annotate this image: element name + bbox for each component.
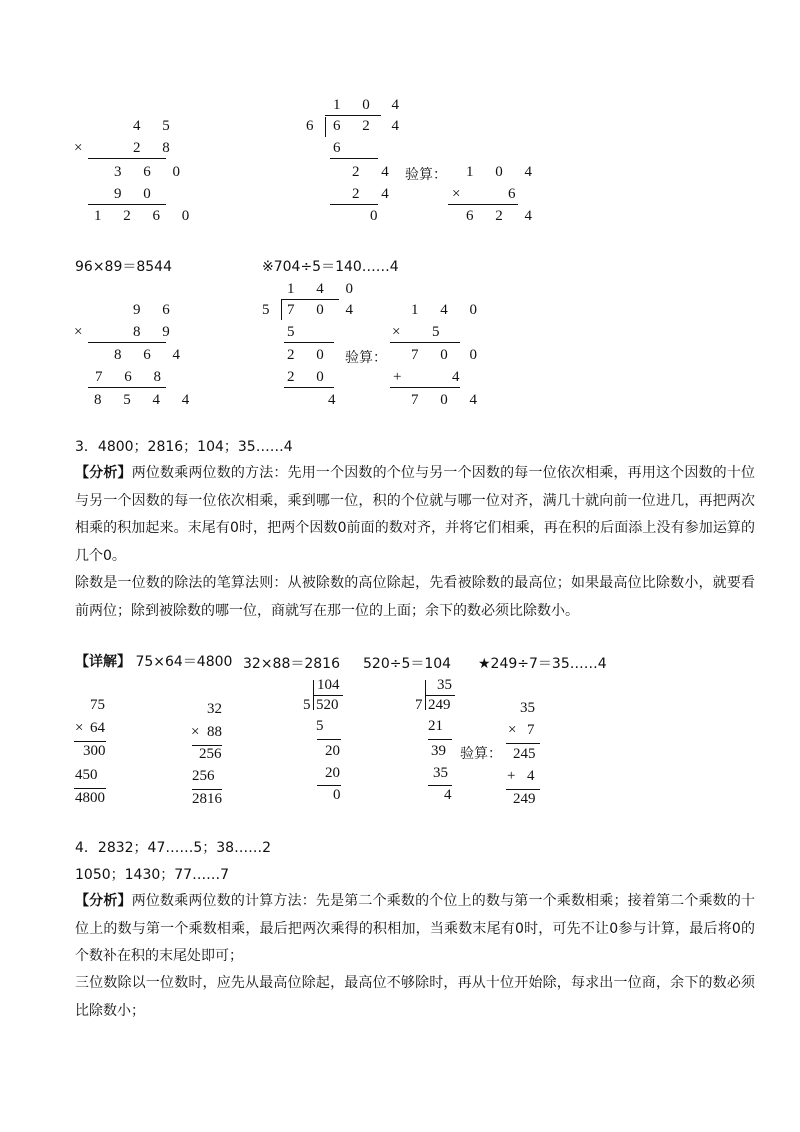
check-product: 7 0 0: [411, 347, 486, 363]
analysis-text: 三位数除以一位数时，应先从最高位除起，最高位不够除时，再从十位开始除，每求出一位商，余下的数必须比除数小；: [75, 975, 755, 1019]
product: 4800: [75, 790, 105, 806]
partial-product-2: 450: [75, 767, 98, 783]
rule: [448, 204, 518, 205]
step-3: 2 0: [287, 369, 333, 385]
rule: [428, 739, 452, 740]
detail-tag: 【详解】: [75, 654, 131, 670]
rule: [74, 741, 106, 742]
step-1: 6: [333, 140, 341, 156]
detail-equation-3: 520÷5＝104: [363, 656, 452, 672]
dividend: 6 2 4: [333, 118, 408, 134]
step-2: 2 0: [287, 347, 333, 363]
q4-analysis-1: [75, 888, 755, 971]
rule: [88, 204, 166, 205]
rule: [317, 785, 341, 786]
multiplier: 88: [207, 724, 222, 740]
rule: [284, 387, 334, 388]
plus-sign: +: [393, 369, 402, 385]
check-label: 验算：: [460, 746, 502, 762]
rule: [74, 788, 106, 789]
step-2: 39: [431, 743, 446, 759]
division-bracket: [313, 680, 314, 710]
analysis-text: 两位数乘两位数的计算方法：先是第二个乘数的个位上的数与第一个乘数相乘；接着第二个乘数的十位上的数与第一个乘数相乘，最后把两次乘得的积相加，当乘数末尾有0时，可先不让0参与计算，最后将0的个数补在积的末尾处即可；: [75, 893, 756, 964]
divisor: 6: [306, 118, 314, 134]
check-label: 验算：: [345, 350, 387, 366]
rule: [506, 789, 540, 790]
rule: [313, 695, 343, 696]
times-sign: ×: [452, 186, 461, 202]
dividend: 520: [316, 697, 339, 713]
check-multiplicand: 1 0 4: [466, 164, 541, 180]
partial-product-2: 7 6 8: [95, 369, 170, 385]
step-3: 35: [433, 765, 448, 781]
times-sign: ×: [74, 324, 83, 340]
rule: [88, 158, 166, 159]
rule: [88, 342, 166, 343]
step-2: 2 4: [352, 164, 398, 180]
rule: [284, 342, 334, 343]
divisor: 5: [303, 697, 311, 713]
division-bracket: [425, 680, 426, 710]
rule: [506, 743, 540, 744]
remainder: 0: [370, 208, 378, 224]
multiplier: 8 9: [133, 324, 179, 340]
divisor: 7: [415, 697, 423, 713]
q4-answer-2: 1050；1430；77……7: [75, 867, 229, 883]
check-product: 6 2 4: [466, 208, 541, 224]
times-sign: ×: [191, 724, 200, 740]
multiplier: 64: [90, 720, 105, 736]
plus-sign: +: [507, 768, 516, 784]
equation-704div5: ※704÷5＝140……4: [262, 259, 399, 275]
remainder: 4: [444, 787, 452, 803]
q3-analysis-2: [75, 570, 755, 625]
equation-96x89: 96×89＝8544: [75, 259, 172, 275]
rule: [425, 695, 455, 696]
times-sign: ×: [508, 722, 517, 738]
analysis-text: 除数是一位数的除法的笔算法则：从被除数的高位除起，先看被除数的最高位；如果最高位比除数小，就要看前两位；除到被除数的哪一位，商就写在那一位的上面；余下的数必须比除数小。: [75, 575, 755, 619]
q3-analysis-1: [75, 460, 755, 570]
step-2: 20: [325, 743, 340, 759]
product: 8 5 4 4: [94, 392, 199, 408]
check-product: 245: [513, 746, 536, 762]
analysis-text: 两位数乘两位数的方法：先用一个因数的个位与另一个因数的每一位依次相乘，再用这个因数的十位与另一个因数的每一位依次相乘，乘到哪一位，积的个位就与哪一位对齐，满几十就向前一位进几，再把两次相乘的积加起来。末尾有0时，把两个因数0前面的数对齐，并将它们相乘，再在积的后面添上没有参加运算的几个0。: [75, 465, 756, 564]
multiplicand: 4 5: [133, 118, 179, 134]
times-sign: ×: [75, 720, 84, 736]
step-1: 5: [287, 324, 295, 340]
division-bracket: [281, 300, 282, 320]
rule: [192, 789, 222, 790]
product: 1 2 6 0: [94, 208, 199, 224]
check-multiplier: 6: [508, 186, 516, 202]
partial-product-1: 256: [199, 746, 222, 762]
product: 2816: [192, 791, 222, 807]
check-label: 验算：: [405, 167, 447, 183]
quotient: 35: [437, 677, 452, 693]
partial-product-2: 256: [192, 768, 215, 784]
check-result: 7 0 4: [411, 392, 486, 408]
detail-equation-1: 75×64＝4800: [135, 654, 233, 670]
check-multiplier: 5: [432, 324, 440, 340]
check-remainder: 4: [452, 369, 460, 385]
q4-answer-1: 4．2832；47……5；38……2: [75, 840, 271, 856]
step-3: 2 4: [352, 186, 398, 202]
step-1: 5: [316, 718, 324, 734]
step-3: 20: [325, 765, 340, 781]
partial-product-1: 8 6 4: [114, 347, 189, 363]
division-bracket: [325, 117, 326, 137]
analysis-tag: 【分析】: [75, 893, 132, 909]
step-1: 21: [428, 718, 443, 734]
q4-analysis-2: [75, 970, 755, 1025]
remainder: 0: [333, 787, 341, 803]
rule: [330, 204, 378, 205]
multiplicand: 9 6: [133, 302, 179, 318]
rule: [281, 299, 339, 300]
partial-product-1: 300: [83, 743, 106, 759]
multiplier: 2 8: [133, 140, 179, 156]
check-multiplicand: 35: [520, 700, 535, 716]
rule: [390, 342, 460, 343]
rule: [325, 115, 381, 116]
multiplicand: 32: [207, 701, 222, 717]
check-remainder: 4: [527, 768, 535, 784]
multiplicand: 75: [90, 697, 105, 713]
divisor: 5: [262, 302, 270, 318]
detail-equation-4: ★249÷7＝35……4: [478, 656, 607, 672]
quotient: 1 0 4: [333, 97, 408, 113]
q3-detail-line: [75, 651, 232, 671]
times-sign: ×: [74, 140, 83, 156]
detail-equation-2: 32×88＝2816: [243, 656, 340, 672]
q3-answer: 3．4800；2816；104；35……4: [75, 439, 293, 455]
rule: [88, 387, 166, 388]
rule: [330, 158, 378, 159]
rule: [428, 785, 452, 786]
times-sign: ×: [392, 324, 401, 340]
partial-product-1: 3 6 0: [114, 164, 189, 180]
dividend: 249: [428, 697, 451, 713]
analysis-tag: 【分析】: [75, 465, 132, 481]
check-multiplicand: 1 4 0: [411, 302, 486, 318]
rule: [317, 739, 341, 740]
quotient: 104: [317, 677, 340, 693]
partial-product-2: 9 0: [114, 186, 160, 202]
check-result: 249: [513, 791, 536, 807]
dividend: 7 0 4: [287, 302, 362, 318]
check-multiplier: 7: [527, 722, 535, 738]
rule: [390, 387, 460, 388]
remainder: 4: [328, 392, 336, 408]
quotient: 1 4 0: [287, 281, 362, 297]
